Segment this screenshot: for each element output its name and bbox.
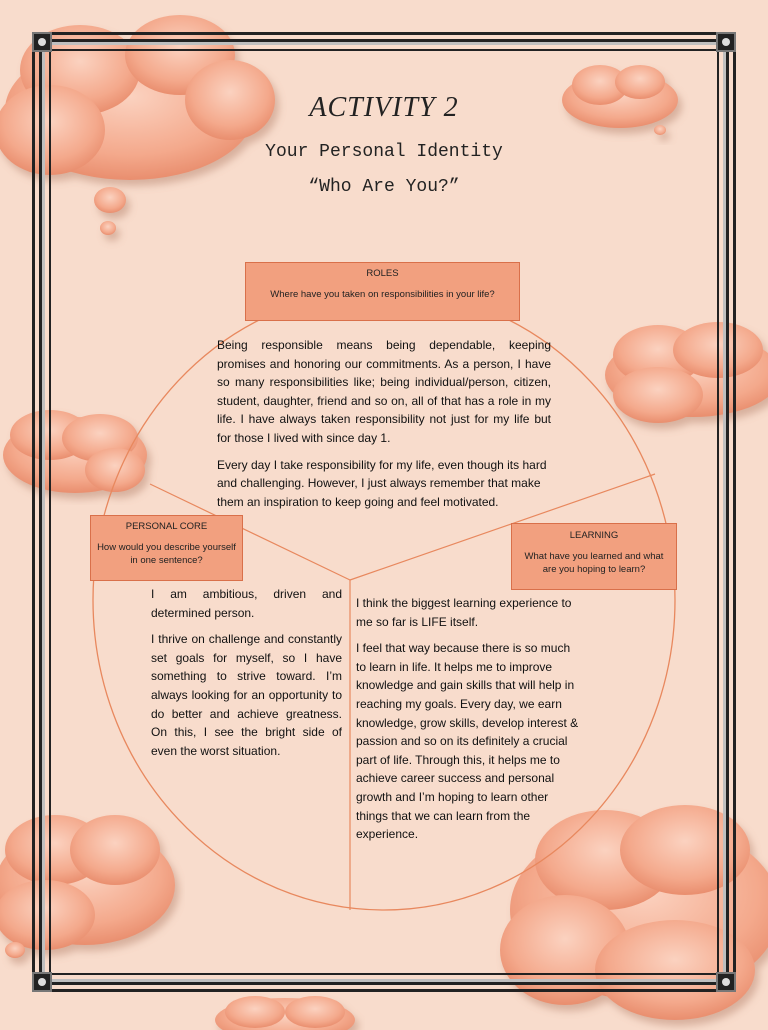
personal-core-prompt: How would you describe yourself in one sentence? (97, 542, 236, 566)
personal-core-paragraph-1: I am ambitious, driven and determined person. (151, 587, 342, 620)
learning-title: LEARNING (569, 530, 619, 541)
personal-core-title: PERSONAL CORE (125, 521, 208, 532)
page-subtitle: Your Personal Identity (265, 142, 503, 162)
learning-content (356, 594, 582, 852)
roles-content (217, 336, 551, 519)
personal-core-content (151, 585, 342, 768)
page-question: “Who Are You?” (308, 177, 460, 197)
learning-prompt: What have you learned and what are you hoping to learn? (524, 551, 664, 575)
personal-core-paragraph-2: I thrive on challenge and constantly set goals for myself, so I have something to strive toward. I’m always looking for an opportunity to do better and achieve greatness. On this, I see the bright side of even the worst situation. (151, 632, 342, 758)
learning-label-box (511, 523, 677, 590)
personal-core-label-box (90, 515, 243, 581)
roles-prompt: Where have you taken on responsibilities in your life? (270, 289, 495, 300)
learning-paragraph-2: I feel that way because there is so much to learn in life. It helps me to improve knowledge and gain skills that will help in reaching my goals. Every day, we earn knowledge, grow skills, develop interest & passion and so on its definitely a crucial part of life. Through this, it helps me to achieve career success and personal growth and I’m hoping to learn other things that we can learn from the experience. (356, 641, 579, 842)
roles-paragraph-2: Every day I take responsibility for my life, even though its hard and challenging. However, I just always remember that make them an inspiration to keep going and feel motivated. (217, 457, 547, 509)
activity-title: ACTIVITY 2 (309, 92, 459, 123)
roles-paragraph-1: Being responsible means being dependable, keeping promises and honoring our commitments. As a person, I have so many responsibilities like; being individual/person, citizen, student, daughter, friend and so on, all of that has a role in my life. I have always taken responsibility not just for my life but for those I lived with since day 1. (217, 338, 551, 445)
roles-label-box (245, 262, 520, 321)
roles-title: ROLES (366, 268, 399, 279)
learning-paragraph-1: I think the biggest learning experience to me so far is LIFE itself. (356, 596, 572, 629)
